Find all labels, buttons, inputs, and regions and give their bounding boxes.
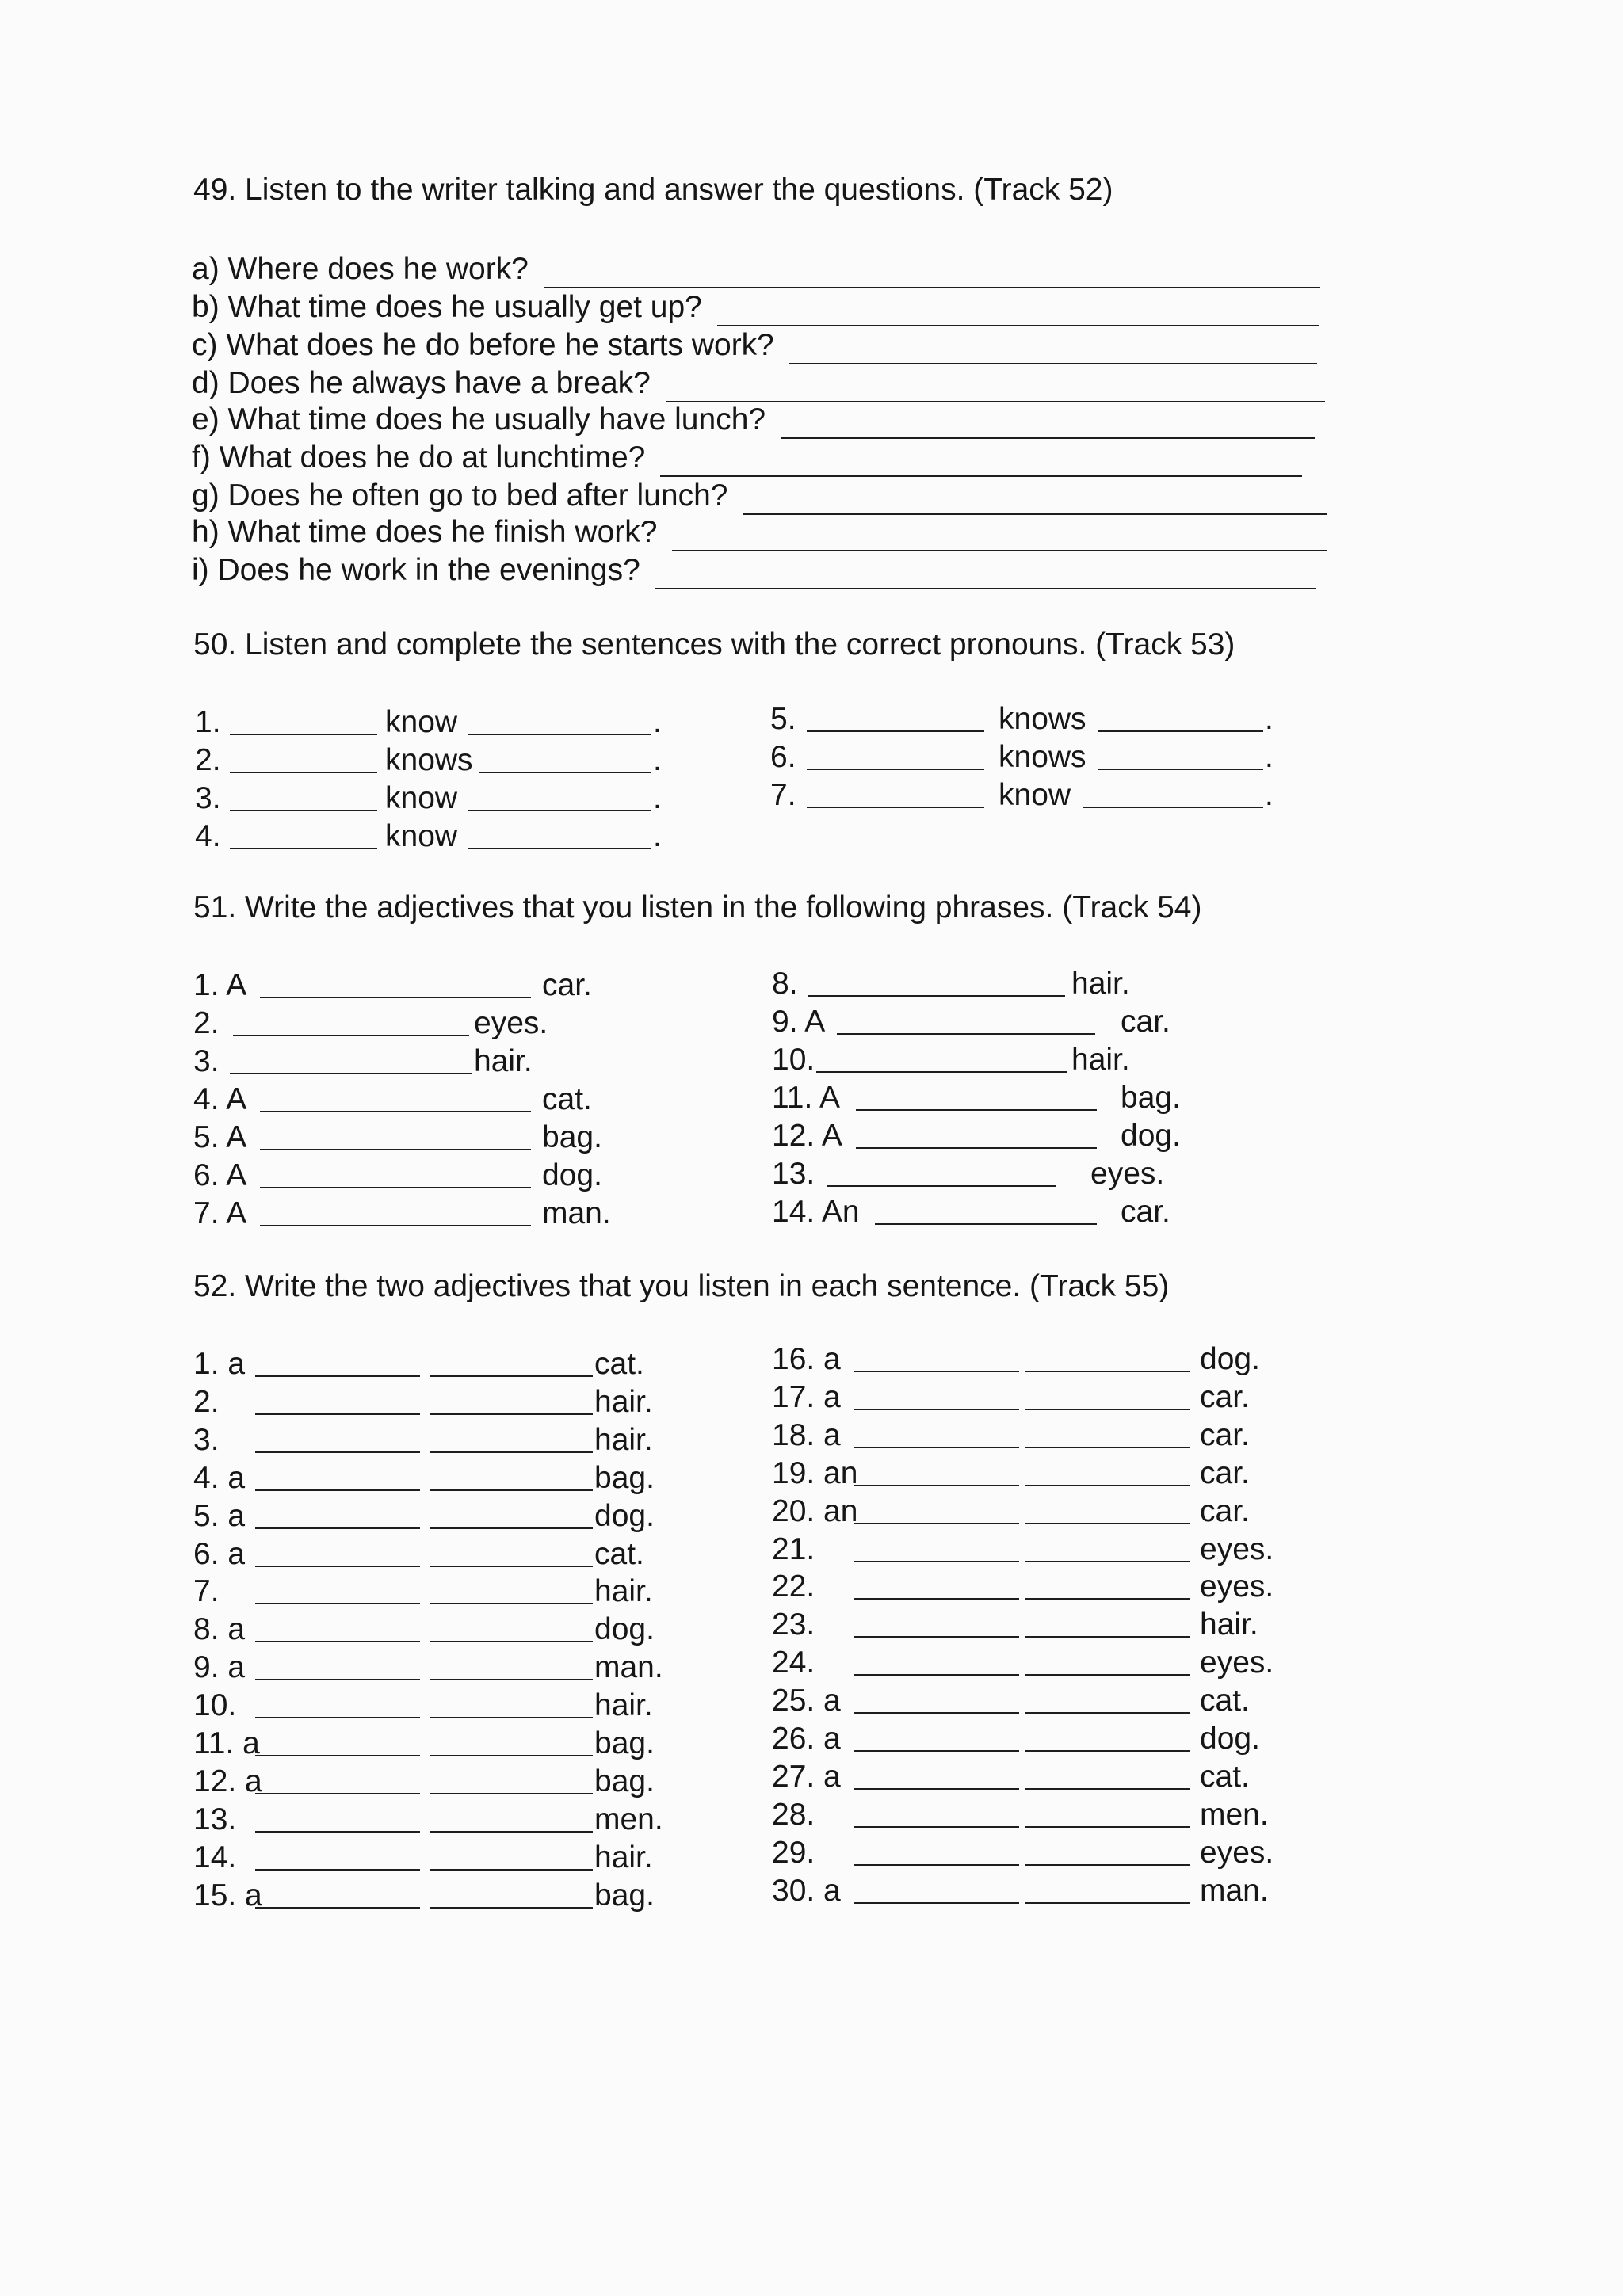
first-adjective-blank[interactable]: [255, 1649, 420, 1680]
two-adjective-item-7: [193, 1573, 764, 1611]
question-i: [192, 551, 1316, 589]
item-prefix: 4. A: [193, 1082, 247, 1116]
second-adjective-blank[interactable]: [1025, 1379, 1190, 1410]
noun-text: eyes.: [1200, 1569, 1274, 1604]
item-prefix: 11. a: [193, 1726, 260, 1760]
adjective-blank[interactable]: [230, 1043, 472, 1074]
noun-text: hair.: [594, 1688, 653, 1722]
two-adjective-item-15: [193, 1877, 764, 1915]
item-prefix: 3.: [193, 1044, 220, 1078]
first-adjective-blank[interactable]: [854, 1341, 1019, 1372]
noun-text: cat.: [594, 1537, 644, 1571]
item-prefix: 17. a: [772, 1380, 841, 1414]
answer-line[interactable]: [781, 407, 1315, 439]
two-adjective-item-9: [193, 1649, 764, 1687]
first-adjective-blank[interactable]: [854, 1758, 1019, 1790]
two-adjective-item-3: [193, 1421, 764, 1459]
noun-text: hair.: [594, 1385, 653, 1419]
item-prefix: 7. A: [193, 1196, 247, 1230]
item-prefix: 13.: [193, 1802, 237, 1836]
second-adjective-blank[interactable]: [430, 1649, 593, 1680]
noun-text: eyes.: [1090, 1157, 1165, 1191]
first-adjective-blank[interactable]: [854, 1531, 1019, 1562]
two-adjective-item-16: [772, 1341, 1342, 1379]
pronoun-blank[interactable]: [230, 818, 377, 849]
adjective-item-10: [772, 1041, 1216, 1079]
item-number: 5.: [770, 702, 796, 736]
question-text: a) Where does he work?: [192, 252, 529, 286]
adjective-item-2: [193, 1005, 637, 1043]
second-adjective-blank[interactable]: [1025, 1493, 1190, 1524]
item-prefix: 14.: [193, 1840, 237, 1875]
two-adjective-item-13: [193, 1801, 764, 1839]
second-adjective-blank[interactable]: [430, 1421, 593, 1453]
question-text: c) What does he do before he starts work?: [192, 328, 774, 362]
item-prefix: 6. a: [193, 1537, 246, 1571]
noun-text: bag.: [594, 1726, 655, 1760]
verb-text: knows: [999, 740, 1086, 774]
adjective-item-1: [193, 967, 637, 1005]
item-prefix: 14. An: [772, 1195, 860, 1229]
second-adjective-blank[interactable]: [1025, 1417, 1190, 1448]
noun-text: eyes.: [1200, 1836, 1274, 1870]
first-adjective-blank[interactable]: [255, 1573, 420, 1604]
two-adjective-item-17: [772, 1379, 1342, 1417]
item-prefix: 4. a: [193, 1461, 246, 1495]
noun-text: car.: [1121, 1195, 1170, 1229]
first-adjective-blank[interactable]: [854, 1568, 1019, 1600]
two-adjective-item-29: [772, 1834, 1342, 1872]
adjective-blank[interactable]: [837, 1003, 1095, 1035]
noun-text: men.: [1200, 1798, 1269, 1832]
question-a: [192, 250, 1320, 288]
second-adjective-blank[interactable]: [1025, 1455, 1190, 1486]
two-adjective-item-22: [772, 1568, 1342, 1606]
noun-text: dog.: [1200, 1342, 1260, 1376]
item-prefix: 28.: [772, 1798, 815, 1832]
question-text: i) Does he work in the evenings?: [192, 553, 640, 587]
second-adjective-blank[interactable]: [1025, 1872, 1190, 1904]
object-blank[interactable]: [1083, 776, 1263, 808]
item-prefix: 12. a: [193, 1764, 262, 1798]
item-prefix: 25. a: [772, 1684, 841, 1718]
noun-text: men.: [594, 1802, 663, 1836]
adjective-item-5: [193, 1119, 637, 1157]
second-adjective-blank[interactable]: [1025, 1341, 1190, 1372]
adjective-blank[interactable]: [827, 1155, 1056, 1187]
first-adjective-blank[interactable]: [255, 1459, 420, 1491]
noun-text: bag.: [594, 1878, 655, 1913]
noun-text: bag.: [1121, 1081, 1181, 1115]
noun-text: hair.: [1071, 1043, 1130, 1077]
first-adjective-blank[interactable]: [854, 1720, 1019, 1752]
noun-text: dog.: [594, 1612, 655, 1646]
answer-line[interactable]: [660, 445, 1302, 477]
adjective-blank[interactable]: [260, 1119, 531, 1150]
two-adjective-item-1: [193, 1345, 764, 1383]
two-adjective-item-12: [193, 1763, 764, 1801]
adjective-item-13: [772, 1155, 1216, 1193]
two-adjective-item-8: [193, 1611, 764, 1649]
two-adjective-item-2: [193, 1383, 764, 1421]
question-text: g) Does he often go to bed after lunch?: [192, 479, 728, 513]
item-prefix: 8.: [772, 967, 798, 1001]
first-adjective-blank[interactable]: [854, 1606, 1019, 1638]
second-adjective-blank[interactable]: [1025, 1568, 1190, 1600]
question-text: f) What does he do at lunchtime?: [192, 441, 646, 475]
second-adjective-blank[interactable]: [430, 1535, 593, 1567]
two-adjective-item-21: [772, 1531, 1342, 1569]
noun-text: cat.: [594, 1347, 644, 1381]
item-prefix: 21.: [772, 1532, 815, 1566]
item-number: 4.: [195, 819, 221, 853]
item-prefix: 13.: [772, 1157, 815, 1191]
second-adjective-blank[interactable]: [1025, 1758, 1190, 1790]
question-c: [192, 326, 1317, 364]
question-h: [192, 513, 1327, 551]
pronoun-blank[interactable]: [807, 738, 984, 770]
object-blank[interactable]: [468, 818, 651, 849]
pronoun-item-3: 3. know .: [195, 780, 670, 818]
adjective-blank[interactable]: [260, 1081, 531, 1112]
noun-text: man.: [1200, 1874, 1269, 1908]
two-adjective-item-10: [193, 1687, 764, 1725]
noun-text: car.: [1200, 1494, 1250, 1528]
item-prefix: 11. A: [772, 1081, 841, 1115]
object-blank[interactable]: [479, 742, 651, 773]
first-adjective-blank[interactable]: [255, 1763, 420, 1794]
first-adjective-blank[interactable]: [255, 1345, 420, 1377]
item-number: 2.: [195, 743, 221, 777]
question-f: [192, 439, 1302, 477]
item-prefix: 8. a: [193, 1612, 246, 1646]
item-prefix: 2.: [193, 1385, 220, 1419]
adjective-item-9: [772, 1003, 1216, 1041]
first-adjective-blank[interactable]: [854, 1796, 1019, 1828]
two-adjective-item-6: [193, 1535, 764, 1573]
second-adjective-blank[interactable]: [430, 1687, 593, 1718]
second-adjective-blank[interactable]: [430, 1763, 593, 1794]
item-prefix: 1. a: [193, 1347, 246, 1381]
item-prefix: 27. a: [772, 1760, 841, 1794]
two-adjective-item-5: [193, 1497, 764, 1535]
noun-text: bag.: [542, 1120, 602, 1154]
pronoun-item-6: 6. knows .: [770, 738, 1293, 776]
second-adjective-blank[interactable]: [430, 1725, 593, 1756]
item-prefix: 16. a: [772, 1342, 841, 1376]
first-adjective-blank[interactable]: [255, 1611, 420, 1642]
item-prefix: 29.: [772, 1836, 815, 1870]
noun-text: dog.: [1121, 1119, 1181, 1153]
first-adjective-blank[interactable]: [854, 1493, 1019, 1524]
second-adjective-blank[interactable]: [1025, 1606, 1190, 1638]
item-prefix: 7.: [193, 1574, 220, 1608]
two-adjective-item-27: [772, 1758, 1342, 1796]
noun-text: dog.: [1200, 1722, 1260, 1756]
question-d: [192, 364, 1325, 402]
second-adjective-blank[interactable]: [430, 1573, 593, 1604]
noun-text: bag.: [594, 1461, 655, 1495]
second-adjective-blank[interactable]: [1025, 1720, 1190, 1752]
adjective-item-6: [193, 1157, 637, 1195]
first-adjective-blank[interactable]: [255, 1535, 420, 1567]
item-prefix: 5. A: [193, 1120, 247, 1154]
item-prefix: 10.: [772, 1043, 815, 1077]
first-adjective-blank[interactable]: [854, 1872, 1019, 1904]
item-prefix: 10.: [193, 1688, 237, 1722]
item-prefix: 15. a: [193, 1878, 262, 1913]
two-adjective-item-24: [772, 1644, 1342, 1682]
item-prefix: 2.: [193, 1006, 220, 1040]
first-adjective-blank[interactable]: [255, 1421, 420, 1453]
item-prefix: 20. an: [772, 1494, 858, 1528]
two-adjective-item-30: [772, 1872, 1342, 1910]
first-adjective-blank[interactable]: [854, 1834, 1019, 1866]
item-number: 1.: [195, 705, 221, 739]
answer-line[interactable]: [789, 333, 1317, 364]
section-51-title: 51. Write the adjectives that you listen in the following phrases. (Track 54): [193, 891, 1202, 925]
item-prefix: 9. a: [193, 1650, 246, 1684]
pronoun-blank[interactable]: [230, 704, 377, 735]
first-adjective-blank[interactable]: [854, 1644, 1019, 1676]
second-adjective-blank[interactable]: [1025, 1796, 1190, 1828]
adjective-blank[interactable]: [856, 1079, 1097, 1111]
adjective-blank[interactable]: [233, 1005, 469, 1036]
second-adjective-blank[interactable]: [430, 1839, 593, 1871]
noun-text: hair.: [594, 1423, 653, 1457]
adjective-blank[interactable]: [260, 1195, 531, 1226]
verb-text: know: [385, 705, 458, 739]
item-prefix: 12. A: [772, 1119, 842, 1153]
noun-text: car.: [1121, 1005, 1170, 1039]
first-adjective-blank[interactable]: [854, 1417, 1019, 1448]
adjective-item-8: [772, 965, 1216, 1003]
first-adjective-blank[interactable]: [255, 1383, 420, 1415]
two-adjective-item-20: [772, 1493, 1342, 1531]
object-blank[interactable]: [1098, 700, 1263, 732]
noun-text: man.: [542, 1196, 611, 1230]
two-adjective-item-19: [772, 1455, 1342, 1493]
adjective-blank[interactable]: [875, 1193, 1097, 1225]
section-49-title: 49. Listen to the writer talking and answer the questions. (Track 52): [193, 173, 1113, 207]
noun-text: cat.: [1200, 1684, 1250, 1718]
pronoun-blank[interactable]: [230, 742, 377, 773]
item-prefix: 9. A: [772, 1005, 826, 1039]
two-adjective-item-14: [193, 1839, 764, 1877]
object-blank[interactable]: [468, 704, 651, 735]
pronoun-item-1: 1. know .: [195, 704, 670, 742]
two-adjective-item-25: [772, 1682, 1342, 1720]
noun-text: hair.: [594, 1574, 653, 1608]
object-blank[interactable]: [1098, 738, 1263, 770]
second-adjective-blank[interactable]: [430, 1497, 593, 1529]
answer-line[interactable]: [666, 371, 1325, 402]
item-prefix: 26. a: [772, 1722, 841, 1756]
first-adjective-blank[interactable]: [255, 1801, 420, 1833]
item-number: 7.: [770, 778, 796, 812]
noun-text: dog.: [542, 1158, 602, 1192]
noun-text: hair.: [594, 1840, 653, 1875]
first-adjective-blank[interactable]: [854, 1455, 1019, 1486]
verb-text: know: [385, 819, 458, 853]
noun-text: eyes.: [1200, 1532, 1274, 1566]
noun-text: hair.: [474, 1044, 533, 1078]
noun-text: bag.: [594, 1764, 655, 1798]
adjective-item-11: [772, 1079, 1216, 1117]
section-50-title: 50. Listen and complete the sentences with the correct pronouns. (Track 53): [193, 627, 1235, 662]
two-adjective-item-26: [772, 1720, 1342, 1758]
pronoun-item-4: 4. know .: [195, 818, 670, 856]
pronoun-item-7: 7. know .: [770, 776, 1293, 814]
adjective-blank[interactable]: [816, 1041, 1067, 1073]
answer-line[interactable]: [672, 520, 1327, 551]
noun-text: hair.: [1071, 967, 1130, 1001]
adjective-blank[interactable]: [260, 967, 531, 998]
question-text: b) What time does he usually get up?: [192, 290, 702, 324]
second-adjective-blank[interactable]: [1025, 1834, 1190, 1866]
item-prefix: 18. a: [772, 1418, 841, 1452]
pronoun-blank[interactable]: [807, 776, 984, 808]
adjective-item-3: [193, 1043, 637, 1081]
second-adjective-blank[interactable]: [1025, 1531, 1190, 1562]
second-adjective-blank[interactable]: [1025, 1644, 1190, 1676]
verb-text: know: [999, 778, 1071, 812]
adjective-item-14: [772, 1193, 1216, 1231]
second-adjective-blank[interactable]: [430, 1383, 593, 1415]
object-blank[interactable]: [468, 780, 651, 811]
pronoun-blank[interactable]: [807, 700, 984, 732]
item-prefix: 19. an: [772, 1456, 858, 1490]
first-adjective-blank[interactable]: [255, 1725, 420, 1756]
second-adjective-blank[interactable]: [430, 1877, 593, 1909]
item-number: 3.: [195, 781, 221, 815]
noun-text: cat.: [542, 1082, 592, 1116]
verb-text: knows: [999, 702, 1086, 736]
question-text: e) What time does he usually have lunch?: [192, 402, 766, 437]
adjective-item-7: [193, 1195, 637, 1233]
item-prefix: 24.: [772, 1646, 815, 1680]
adjective-item-4: [193, 1081, 637, 1119]
question-text: h) What time does he finish work?: [192, 515, 658, 549]
first-adjective-blank[interactable]: [854, 1682, 1019, 1714]
adjective-blank[interactable]: [808, 965, 1065, 997]
first-adjective-blank[interactable]: [854, 1379, 1019, 1410]
pronoun-item-2: 2. knows .: [195, 742, 670, 780]
section-52-title: 52. Write the two adjectives that you listen in each sentence. (Track 55): [193, 1269, 1170, 1303]
item-prefix: 1. A: [193, 968, 247, 1002]
second-adjective-blank[interactable]: [430, 1459, 593, 1491]
question-b: [192, 288, 1319, 326]
noun-text: hair.: [1200, 1608, 1258, 1642]
second-adjective-blank[interactable]: [430, 1611, 593, 1642]
item-prefix: 22.: [772, 1569, 815, 1604]
answer-line[interactable]: [743, 483, 1327, 515]
two-adjective-item-4: [193, 1459, 764, 1497]
item-prefix: 6. A: [193, 1158, 247, 1192]
adjective-blank[interactable]: [856, 1117, 1097, 1149]
noun-text: dog.: [594, 1499, 655, 1533]
question-text: d) Does he always have a break?: [192, 366, 651, 400]
noun-text: car.: [542, 968, 592, 1002]
first-adjective-blank[interactable]: [255, 1687, 420, 1718]
pronoun-blank[interactable]: [230, 780, 377, 811]
second-adjective-blank[interactable]: [430, 1345, 593, 1377]
item-prefix: 23.: [772, 1608, 815, 1642]
item-prefix: 3.: [193, 1423, 220, 1457]
noun-text: car.: [1200, 1456, 1250, 1490]
item-number: 6.: [770, 740, 796, 774]
noun-text: cat.: [1200, 1760, 1250, 1794]
question-g: [192, 477, 1327, 515]
first-adjective-blank[interactable]: [255, 1877, 420, 1909]
two-adjective-item-18: [772, 1417, 1342, 1455]
answer-line[interactable]: [544, 257, 1320, 288]
second-adjective-blank[interactable]: [1025, 1682, 1190, 1714]
first-adjective-blank[interactable]: [255, 1497, 420, 1529]
noun-text: man.: [594, 1650, 663, 1684]
adjective-item-12: [772, 1117, 1216, 1155]
verb-text: know: [385, 781, 458, 815]
question-e: [192, 401, 1315, 439]
verb-text: knows: [385, 743, 473, 777]
noun-text: eyes.: [474, 1006, 548, 1040]
noun-text: car.: [1200, 1380, 1250, 1414]
noun-text: car.: [1200, 1418, 1250, 1452]
two-adjective-item-23: [772, 1606, 1342, 1644]
pronoun-item-5: 5. knows .: [770, 700, 1293, 738]
adjective-blank[interactable]: [260, 1157, 531, 1188]
item-prefix: 5. a: [193, 1499, 246, 1533]
second-adjective-blank[interactable]: [430, 1801, 593, 1833]
first-adjective-blank[interactable]: [255, 1839, 420, 1871]
answer-line[interactable]: [717, 295, 1319, 326]
two-adjective-item-11: [193, 1725, 764, 1763]
noun-text: eyes.: [1200, 1646, 1274, 1680]
answer-line[interactable]: [655, 558, 1316, 589]
two-adjective-item-28: [772, 1796, 1342, 1834]
item-prefix: 30. a: [772, 1874, 841, 1908]
